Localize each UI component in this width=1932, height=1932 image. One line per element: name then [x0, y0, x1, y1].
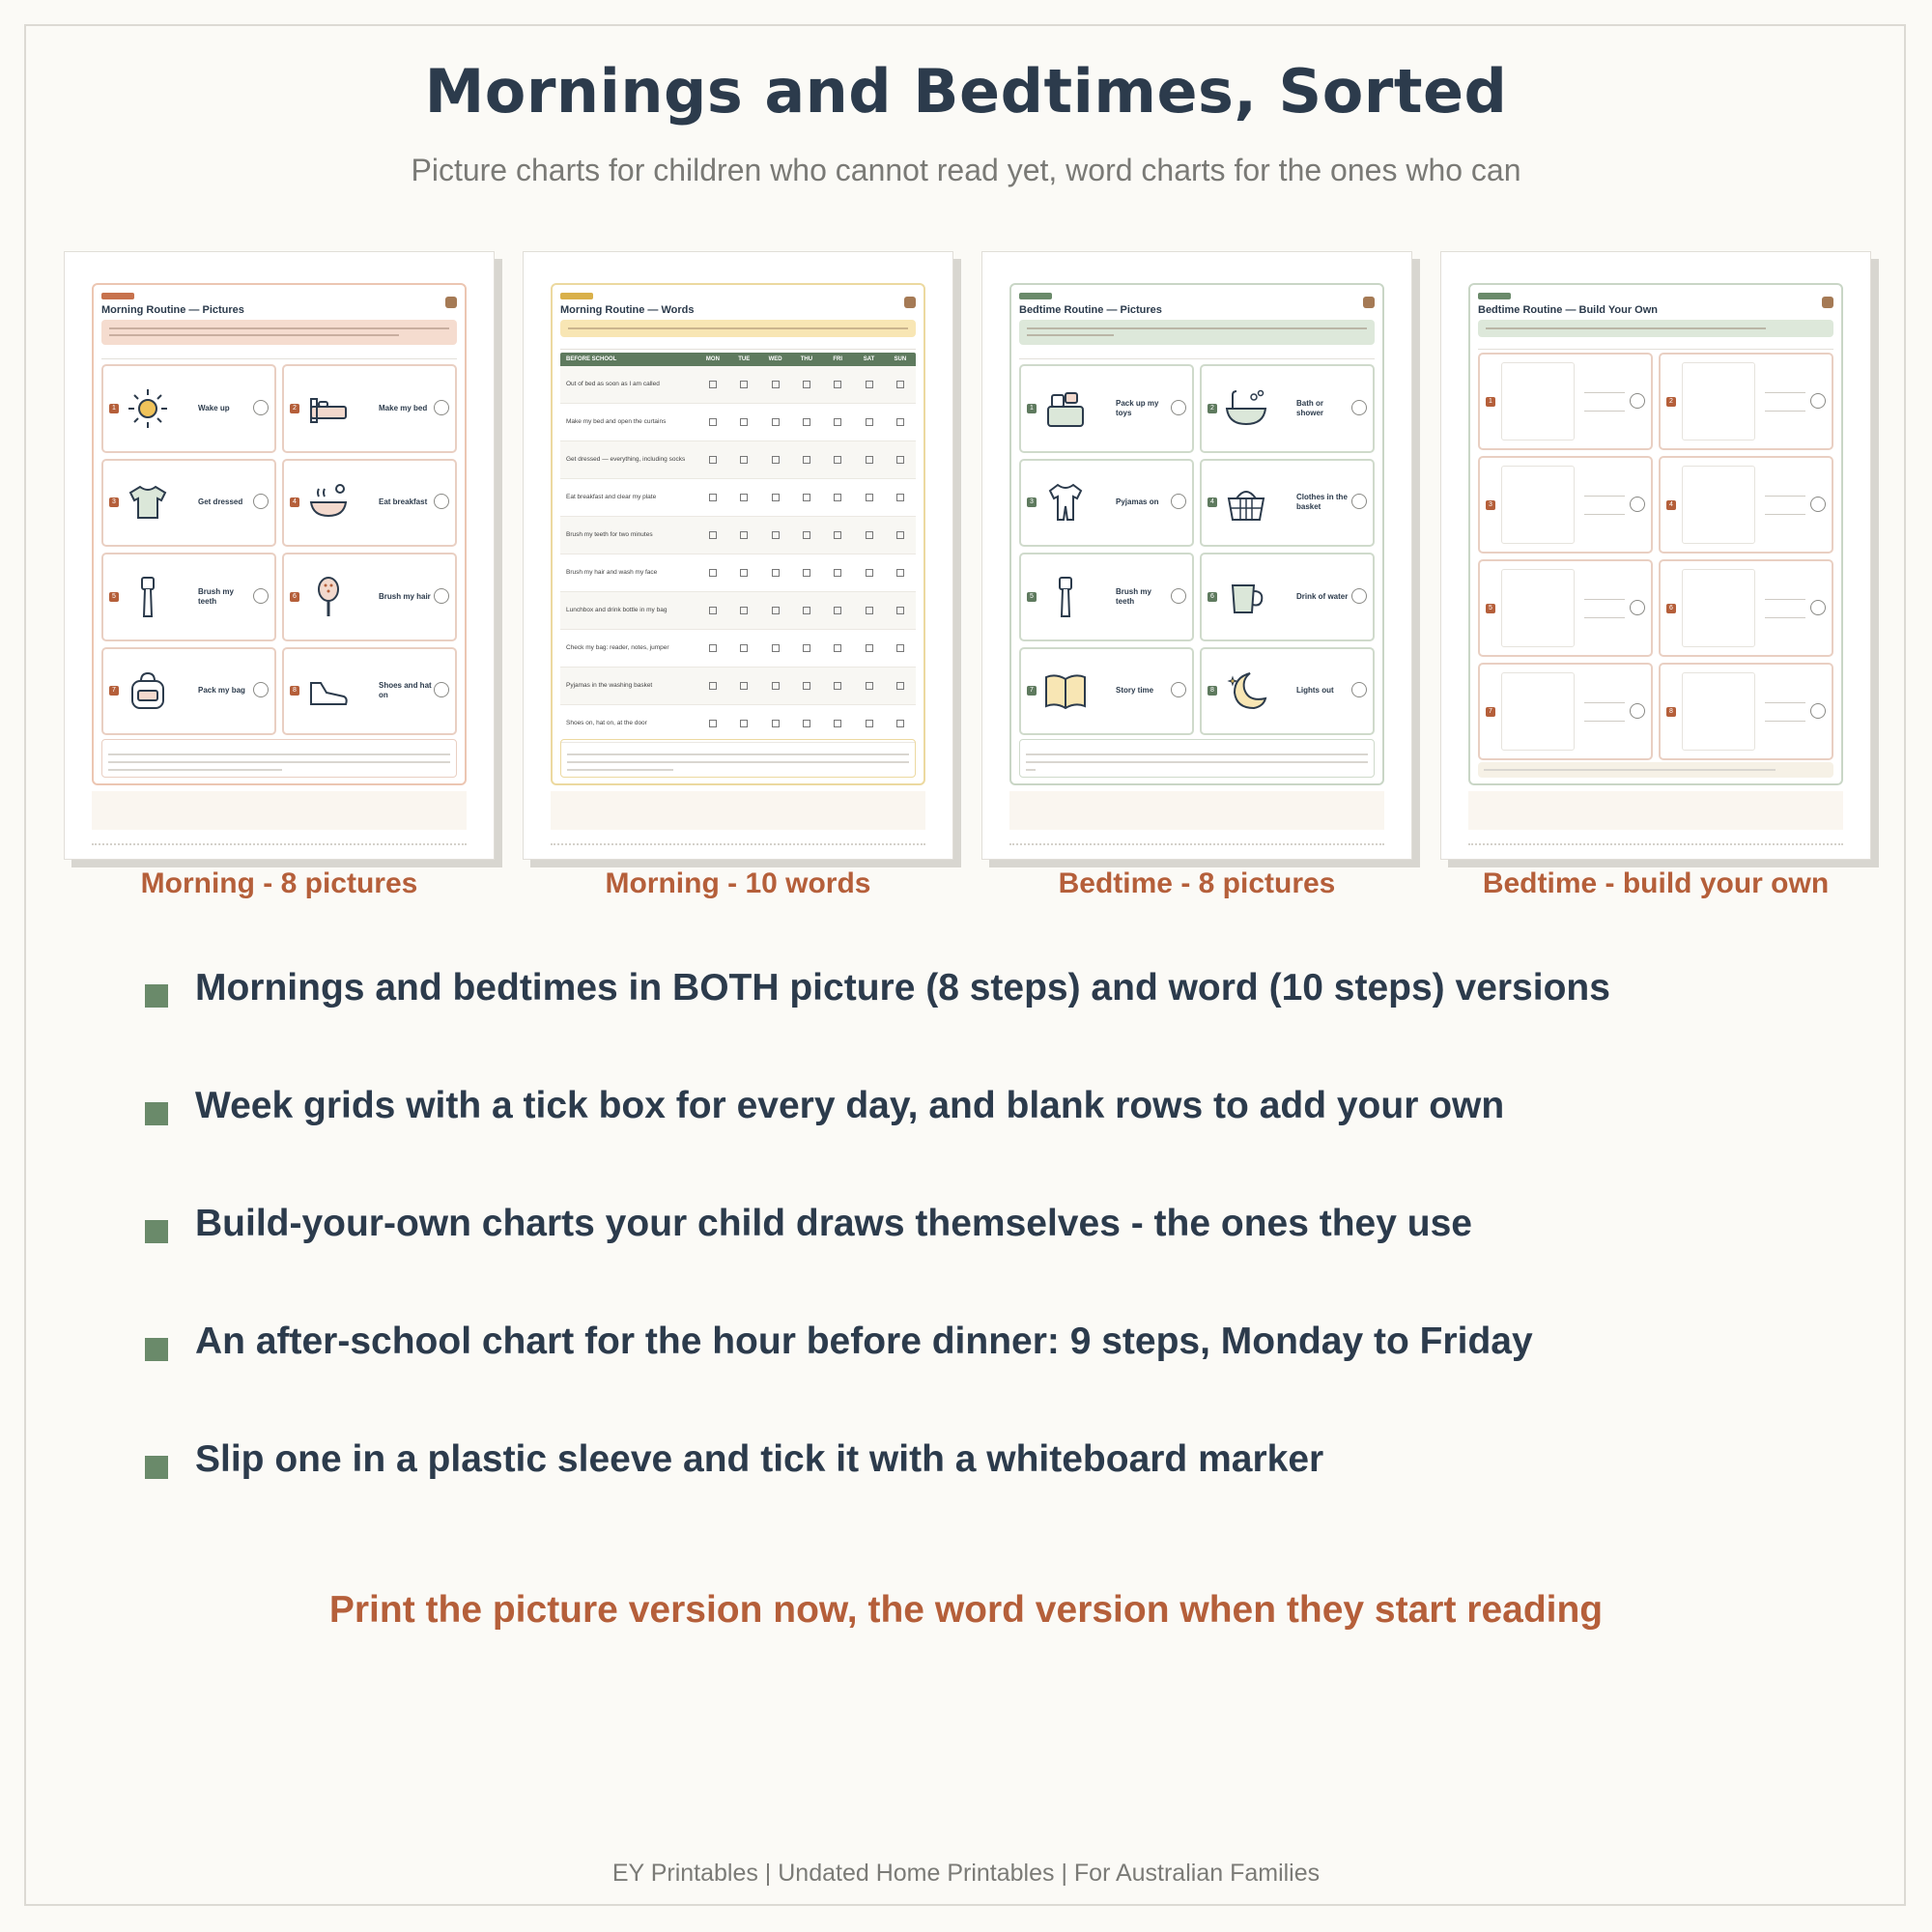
tick-box[interactable]: [728, 630, 759, 667]
sheet-footer: [1468, 843, 1843, 849]
day-header: WED: [768, 356, 782, 362]
step-text: Pyjamas in the washing basket: [566, 682, 653, 689]
tick-box[interactable]: [853, 366, 884, 403]
tick-circle[interactable]: [1171, 588, 1186, 604]
backpack-icon: [127, 669, 169, 712]
step-card: 3 Pyjamas on: [1019, 459, 1194, 548]
day-header: THU: [800, 356, 813, 362]
tick-box[interactable]: [885, 517, 916, 554]
sheet-footer: [551, 843, 925, 849]
how-to-box: [560, 320, 916, 337]
step-text: Eat breakfast and clear my plate: [566, 494, 657, 500]
tick-box[interactable]: [728, 479, 759, 516]
tick-box[interactable]: [759, 404, 790, 440]
tick-box[interactable]: [697, 366, 728, 403]
sheet-footer: [1009, 843, 1384, 849]
drawing-box[interactable]: [1501, 466, 1575, 544]
tick-box[interactable]: [759, 517, 790, 554]
tick-circle[interactable]: [1810, 497, 1826, 512]
preview-label-morning-pictures: Morning - 8 pictures: [140, 867, 418, 899]
name-row: [1478, 343, 1833, 350]
tick-box[interactable]: [791, 668, 822, 704]
sheet-footer-strip: [92, 791, 467, 830]
preview-label-bedtime-pictures: Bedtime - 8 pictures: [1058, 867, 1336, 899]
preview-morning-words: [523, 251, 953, 860]
toothbrush-icon: [1044, 576, 1087, 618]
feature-text: Mornings and bedtimes in BOTH picture (8 steps) and word (10 steps) versions: [195, 967, 1610, 1009]
tick-box[interactable]: [728, 668, 759, 704]
bowl-icon: [307, 481, 350, 524]
step-card: 4 Eat breakfast: [282, 459, 457, 548]
step-grid: [101, 364, 457, 735]
square-bullet-icon: [145, 1456, 168, 1479]
step-text: Lunchbox and drink bottle in my bag: [566, 607, 668, 613]
tick-box[interactable]: [697, 517, 728, 554]
sheet-title: Morning Routine — Words: [560, 304, 695, 316]
drawing-box[interactable]: [1682, 362, 1755, 440]
tick-box[interactable]: [791, 479, 822, 516]
step-text: Make my bed and open the curtains: [566, 418, 667, 425]
feature-item: [145, 1197, 1845, 1315]
tick-box[interactable]: [759, 592, 790, 629]
tick-circle[interactable]: [253, 588, 269, 604]
sheet-tag: [560, 293, 593, 299]
tick-box[interactable]: [791, 404, 822, 440]
drawing-box[interactable]: [1501, 569, 1575, 647]
feature-text: Build-your-own charts your child draws themselves - the ones they use: [195, 1203, 1472, 1244]
table-row: [560, 366, 916, 404]
step-card: 4 Clothes in the basket: [1200, 459, 1375, 548]
blank-step-card: 6: [1659, 559, 1833, 657]
tick-box[interactable]: [885, 404, 916, 440]
tick-box[interactable]: [853, 705, 884, 742]
step-card: 3 Get dressed: [101, 459, 276, 548]
step-label: Eat breakfast: [379, 497, 428, 507]
table-row: [560, 404, 916, 441]
tick-circle[interactable]: [1630, 497, 1645, 512]
tick-box[interactable]: [885, 630, 916, 667]
step-card: 2 Bath or shower: [1200, 364, 1375, 453]
backpack-icon: [904, 297, 916, 308]
tick-box[interactable]: [822, 630, 853, 667]
tick-box[interactable]: [759, 630, 790, 667]
tick-box[interactable]: [728, 705, 759, 742]
tick-box[interactable]: [697, 404, 728, 440]
tshirt-icon: [127, 481, 169, 524]
tick-circle[interactable]: [434, 494, 449, 509]
drawing-box[interactable]: [1682, 672, 1755, 751]
tick-circle[interactable]: [1810, 393, 1826, 409]
feature-item: [145, 1433, 1845, 1550]
tick-circle[interactable]: [1351, 682, 1367, 697]
step-label: Pack my bag: [198, 686, 245, 696]
table-row: [560, 517, 916, 554]
day-header: MON: [705, 356, 720, 362]
step-label: Wake up: [198, 403, 230, 412]
tick-box[interactable]: [853, 441, 884, 478]
step-label: Brush my hair: [379, 591, 431, 601]
step-text: Brush my teeth for two minutes: [566, 531, 653, 538]
table-header: BEFORE SCHOOL: [566, 356, 617, 362]
tip-box: [560, 739, 916, 778]
step-text: Check my bag: reader, notes, jumper: [566, 644, 669, 651]
step-grid: [1019, 364, 1375, 735]
step-label: Brush my teeth: [198, 586, 234, 606]
tick-box[interactable]: [759, 366, 790, 403]
sun-icon: [127, 387, 169, 430]
table-row: [560, 554, 916, 592]
tick-box[interactable]: [697, 554, 728, 591]
tick-circle[interactable]: [1630, 600, 1645, 615]
toybox-icon: [1044, 387, 1087, 430]
step-label: Pack up my toys: [1116, 398, 1159, 417]
tick-circle[interactable]: [1351, 494, 1367, 509]
square-bullet-icon: [145, 984, 168, 1008]
tick-box[interactable]: [853, 554, 884, 591]
tick-box[interactable]: [885, 592, 916, 629]
step-label: Shoes and hat on: [379, 681, 432, 700]
how-to-box: [1019, 320, 1375, 345]
step-label: Bath or shower: [1296, 398, 1324, 417]
sheet-bedtime-build-your-own: [1468, 283, 1843, 785]
tick-box[interactable]: [791, 705, 822, 742]
bathtub-icon: [1225, 387, 1267, 430]
preview-bedtime-pictures: [981, 251, 1412, 860]
tick-box[interactable]: [853, 479, 884, 516]
tick-box[interactable]: [728, 404, 759, 440]
sheet-bedtime-pictures: [1009, 283, 1384, 785]
step-label: Story time: [1116, 686, 1154, 696]
tick-box[interactable]: [822, 404, 853, 440]
feature-item: [145, 1079, 1845, 1197]
feature-text: An after-school chart for the hour before dinner: 9 steps, Monday to Friday: [195, 1321, 1533, 1362]
tick-box[interactable]: [822, 517, 853, 554]
step-card: 1 Wake up: [101, 364, 276, 453]
week-grid: [560, 353, 916, 739]
table-row: [560, 668, 916, 705]
moon-icon: [1225, 669, 1267, 712]
backpack-icon: [1822, 297, 1833, 308]
step-text: Out of bed as soon as I am called: [566, 381, 660, 387]
page-subtitle: Picture charts for children who cannot read yet, word charts for the ones who can: [411, 153, 1521, 187]
tick-box[interactable]: [791, 366, 822, 403]
tip-box: [1019, 739, 1375, 778]
blank-step-card: 4: [1659, 456, 1833, 554]
tick-box[interactable]: [759, 554, 790, 591]
preview-bedtime-build-your-own: [1440, 251, 1871, 860]
tick-box[interactable]: [853, 517, 884, 554]
tick-box[interactable]: [697, 479, 728, 516]
blank-step-card: 2: [1659, 353, 1833, 450]
blank-step-card: 8: [1659, 663, 1833, 760]
tick-circle[interactable]: [1630, 393, 1645, 409]
square-bullet-icon: [145, 1338, 168, 1361]
tick-box[interactable]: [853, 404, 884, 440]
preview-label-bedtime-build-your-own: Bedtime - build your own: [1482, 867, 1830, 899]
tick-box[interactable]: [728, 366, 759, 403]
square-bullet-icon: [145, 1102, 168, 1125]
table-row: [560, 441, 916, 479]
tick-box[interactable]: [728, 554, 759, 591]
name-row: [1019, 353, 1375, 359]
step-label: Get dressed: [198, 497, 243, 507]
sheet-title: Bedtime Routine — Pictures: [1019, 304, 1162, 316]
step-card: 5 Brush my teeth: [101, 553, 276, 641]
tip-box: [1478, 762, 1833, 778]
drawing-box[interactable]: [1682, 569, 1755, 647]
step-card: 8 Lights out: [1200, 647, 1375, 736]
tick-box[interactable]: [853, 630, 884, 667]
tick-circle[interactable]: [1351, 400, 1367, 415]
table-row: [560, 630, 916, 668]
day-header: SAT: [863, 356, 875, 362]
tick-box[interactable]: [885, 441, 916, 478]
tick-circle[interactable]: [1810, 703, 1826, 719]
tick-circle[interactable]: [434, 400, 449, 415]
tick-box[interactable]: [822, 366, 853, 403]
step-text: Brush my hair and wash my face: [566, 569, 658, 576]
square-bullet-icon: [145, 1220, 168, 1243]
tick-circle[interactable]: [434, 682, 449, 697]
sheet-morning-words: [551, 283, 925, 785]
feature-item: [145, 1315, 1845, 1433]
blank-step-card: 5: [1478, 559, 1653, 657]
tick-box[interactable]: [759, 479, 790, 516]
tick-box[interactable]: [791, 441, 822, 478]
tick-circle[interactable]: [253, 682, 269, 697]
tick-box[interactable]: [853, 592, 884, 629]
tick-circle[interactable]: [1171, 494, 1186, 509]
tick-box[interactable]: [697, 668, 728, 704]
feature-text: Slip one in a plastic sleeve and tick it with a whiteboard marker: [195, 1438, 1324, 1480]
tick-circle[interactable]: [1630, 703, 1645, 719]
step-text: Shoes on, hat on, at the door: [566, 720, 647, 726]
tick-circle[interactable]: [1351, 588, 1367, 604]
preview-morning-pictures: [64, 251, 495, 860]
tick-box[interactable]: [697, 441, 728, 478]
tick-box[interactable]: [728, 441, 759, 478]
feature-list: [145, 961, 1845, 1550]
step-label: Make my bed: [379, 403, 428, 412]
tick-box[interactable]: [822, 441, 853, 478]
step-card: 6 Brush my hair: [282, 553, 457, 641]
step-label: Pyjamas on: [1116, 497, 1159, 507]
page-title: Mornings and Bedtimes, Sorted: [424, 56, 1508, 127]
shoe-icon: [307, 669, 350, 712]
tick-box[interactable]: [728, 517, 759, 554]
step-card: 8 Shoes and hat on: [282, 647, 457, 736]
step-card: 7 Story time: [1019, 647, 1194, 736]
tick-box[interactable]: [822, 705, 853, 742]
tick-box[interactable]: [791, 517, 822, 554]
tick-box[interactable]: [791, 592, 822, 629]
day-header: FRI: [833, 356, 843, 362]
feature-item: [145, 961, 1845, 1079]
step-label: Lights out: [1296, 686, 1334, 696]
tick-box[interactable]: [822, 554, 853, 591]
tip-box: [101, 739, 457, 778]
how-to-box: [1478, 320, 1833, 337]
feature-text: Week grids with a tick box for every day, and blank rows to add your own: [195, 1085, 1505, 1126]
sheet-footer-strip: [1468, 791, 1843, 830]
tick-box[interactable]: [791, 630, 822, 667]
step-text: Get dressed — everything, including socks: [566, 456, 686, 463]
drawing-box[interactable]: [1682, 466, 1755, 544]
bed-icon: [307, 387, 350, 430]
sheet-footer-strip: [1009, 791, 1384, 830]
tick-box[interactable]: [822, 479, 853, 516]
tick-box[interactable]: [885, 366, 916, 403]
table-row: [560, 592, 916, 630]
page-footer: EY Printables | Undated Home Printables | For Australian Families: [611, 1860, 1321, 1887]
blank-step-card: 3: [1478, 456, 1653, 554]
sheet-tag: [1478, 293, 1511, 299]
pyjamas-icon: [1044, 481, 1087, 524]
tick-box[interactable]: [697, 705, 728, 742]
basket-icon: [1225, 481, 1267, 524]
blank-step-card: 7: [1478, 663, 1653, 760]
backpack-icon: [1363, 297, 1375, 308]
tick-box[interactable]: [759, 441, 790, 478]
table-row: [560, 705, 916, 743]
cup-icon: [1225, 576, 1267, 618]
step-card: 5 Brush my teeth: [1019, 553, 1194, 641]
drawing-box[interactable]: [1501, 362, 1575, 440]
preview-label-morning-words: Morning - 10 words: [605, 867, 871, 899]
tick-box[interactable]: [822, 592, 853, 629]
step-label: Brush my teeth: [1116, 586, 1151, 606]
tick-circle[interactable]: [1171, 400, 1186, 415]
sheet-footer-strip: [551, 791, 925, 830]
tick-box[interactable]: [697, 592, 728, 629]
backpack-icon: [445, 297, 457, 308]
step-card: 7 Pack my bag: [101, 647, 276, 736]
book-icon: [1044, 669, 1087, 712]
tick-box[interactable]: [791, 554, 822, 591]
tick-box[interactable]: [759, 668, 790, 704]
call-to-action: Print the picture version now, the word version when they start reading: [328, 1589, 1604, 1631]
week-grid-body: [560, 366, 916, 743]
step-label: Drink of water: [1296, 591, 1349, 601]
sheet-title: Morning Routine — Pictures: [101, 304, 244, 316]
tick-circle[interactable]: [1171, 682, 1186, 697]
table-row: [560, 479, 916, 517]
day-header: SUN: [894, 356, 907, 362]
tick-box[interactable]: [853, 668, 884, 704]
sheet-morning-pictures: [92, 283, 467, 785]
tick-circle[interactable]: [253, 494, 269, 509]
tick-circle[interactable]: [253, 400, 269, 415]
tick-box[interactable]: [728, 592, 759, 629]
step-card: 6 Drink of water: [1200, 553, 1375, 641]
step-label: Clothes in the basket: [1296, 493, 1348, 512]
how-to-box: [101, 320, 457, 345]
name-row: [101, 353, 457, 359]
step-card: 1 Pack up my toys: [1019, 364, 1194, 453]
tick-box[interactable]: [759, 705, 790, 742]
sheet-tag: [101, 293, 134, 299]
hairbrush-icon: [307, 576, 350, 618]
tick-box[interactable]: [697, 630, 728, 667]
blank-step-grid: [1478, 353, 1833, 760]
blank-step-card: 1: [1478, 353, 1653, 450]
day-header: TUE: [738, 356, 751, 362]
tick-circle[interactable]: [1810, 600, 1826, 615]
tick-box[interactable]: [885, 705, 916, 742]
sheet-title: Bedtime Routine — Build Your Own: [1478, 304, 1658, 316]
tick-box[interactable]: [885, 554, 916, 591]
tick-box[interactable]: [885, 479, 916, 516]
tick-box[interactable]: [885, 668, 916, 704]
tick-circle[interactable]: [434, 588, 449, 604]
step-card: 2 Make my bed: [282, 364, 457, 453]
name-row: [560, 343, 916, 350]
sheet-footer: [92, 843, 467, 849]
sheet-tag: [1019, 293, 1052, 299]
tick-box[interactable]: [822, 668, 853, 704]
drawing-box[interactable]: [1501, 672, 1575, 751]
week-grid-header: [560, 353, 916, 366]
toothbrush-icon: [127, 576, 169, 618]
